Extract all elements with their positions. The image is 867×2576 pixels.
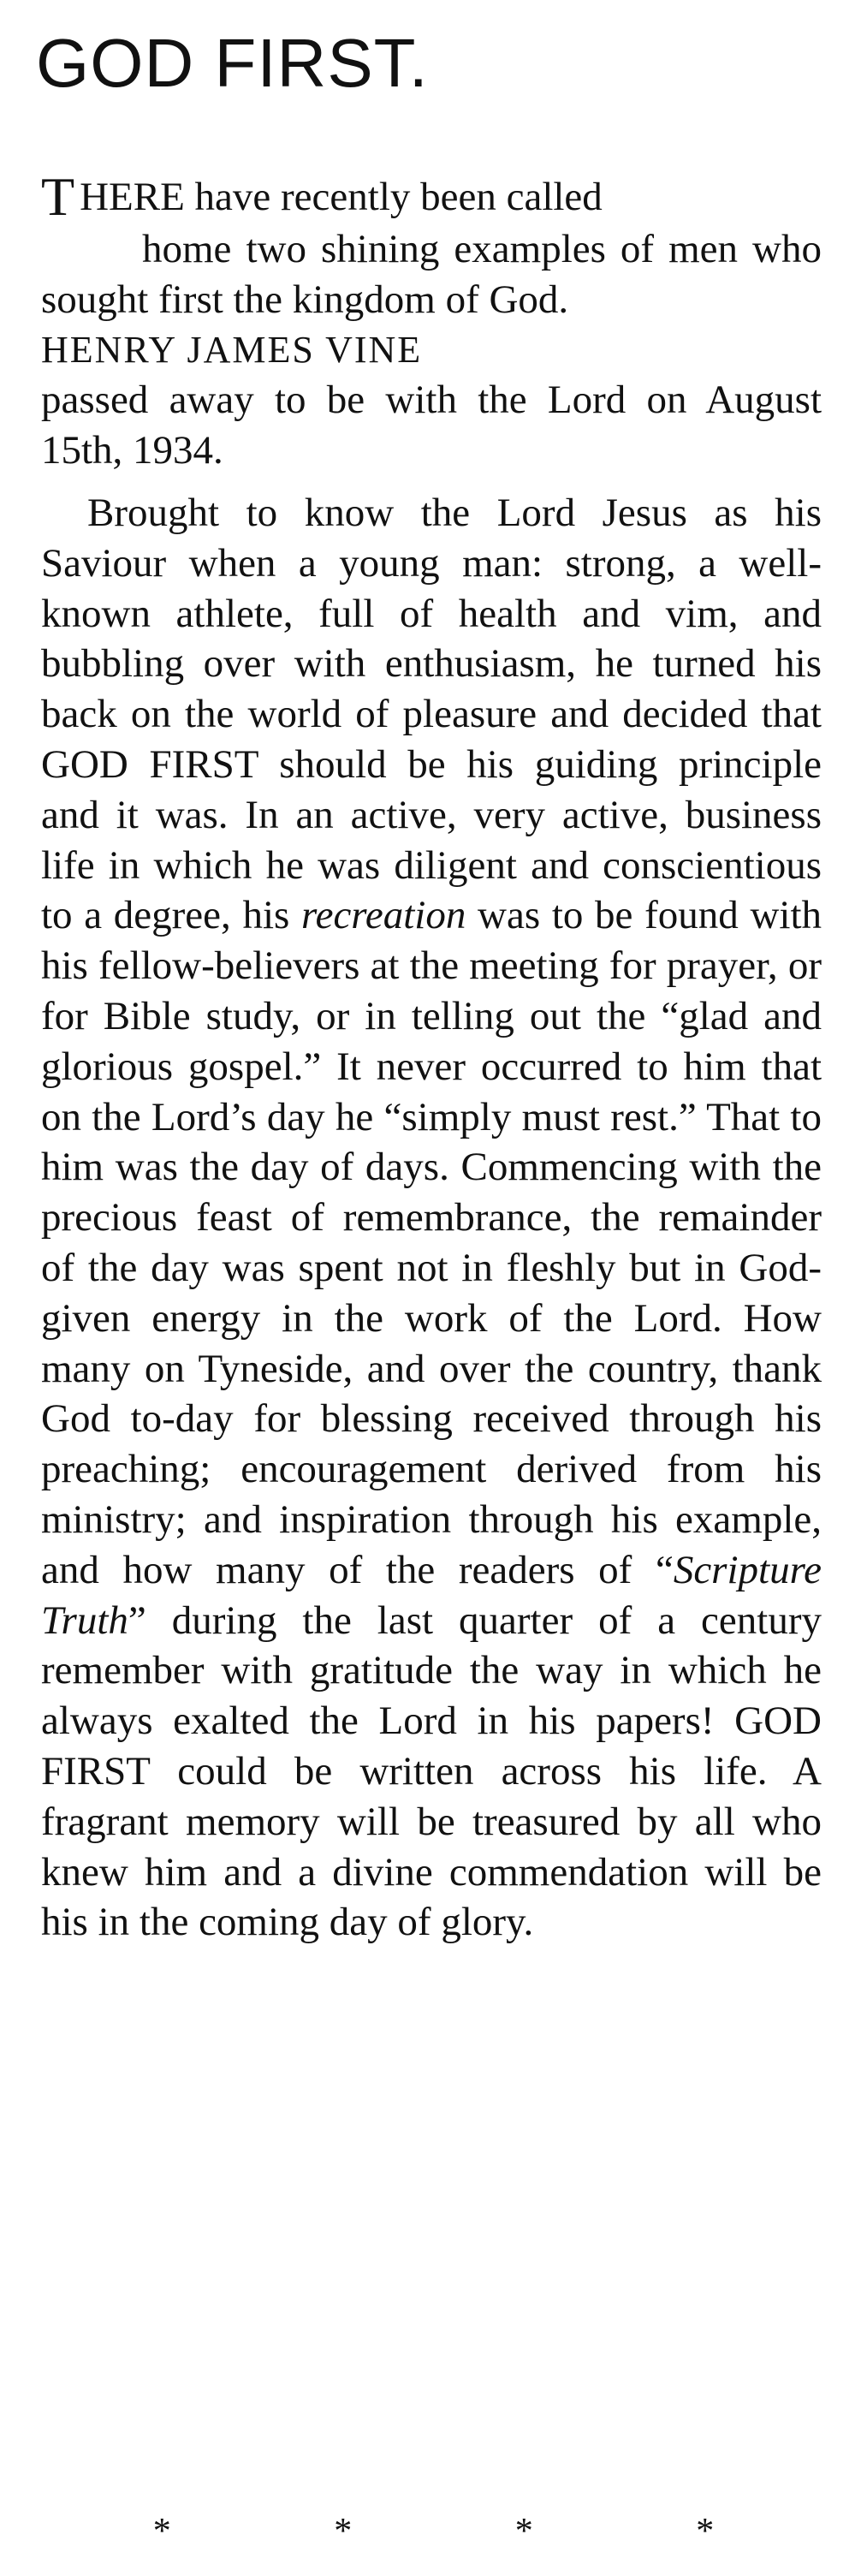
name-heading: HENRY JAMES VINE <box>41 328 423 371</box>
body-text-part2: was to be found with his fellow-believers at the meeting for prayer, or for Bible study, or in telling out the “glad and glorious gospel.” It never occurred to him that on the Lord’s day he “simply must rest.” That to him was the day of days. Commencing with the precious feast of remembrance, the remainder of the day was spent not in fleshly but in God-given energy in the work of the Lord. How many on Tyneside, and over the country, thank God to-day for blessing received through his preaching; encouragement derived from his ministry; and inspiration through his example, and how many of the readers of “ <box>41 893 822 1592</box>
body-text-part1: Brought to know the Lord Jesus as his Saviour when a young man: strong, a well-known athlete, full of health and vim, and bubbling over with enthusiasm, he turned his back on the world of pleasure and decided that GOD FIRST should be his guiding principle and it was. In an active, very active, business life in which he was diligent and conscientious to a degree, his <box>41 490 822 938</box>
section-divider-ornament: * * * * <box>152 2512 792 2551</box>
date-paragraph: passed away to be with the Lord on August 15th, 1934. <box>41 378 822 473</box>
article-body <box>41 166 822 1948</box>
emphasis-recreation: recreation <box>301 893 466 938</box>
intro-paragraph <box>41 166 822 227</box>
drop-cap: T <box>41 166 75 227</box>
page-title: GOD FIRST. <box>36 25 429 101</box>
intro-continuation: home two shining examples of men who sought first the kingdom of God. <box>41 227 822 322</box>
body-paragraph <box>41 488 822 1948</box>
emphasis-scripture-truth: Scripture Truth <box>41 1547 822 1643</box>
body-text-part3: ” during the last quarter of a century remember with gratitude the way in which he always exalted the Lord in his papers! GOD FIRST could be written across his life. A fragrant memory will be treasured by all who knew him and a divine commendation will be his in the coming day of glory. <box>41 1597 822 1945</box>
intro-first-line: HERE have recently been called <box>80 175 603 219</box>
